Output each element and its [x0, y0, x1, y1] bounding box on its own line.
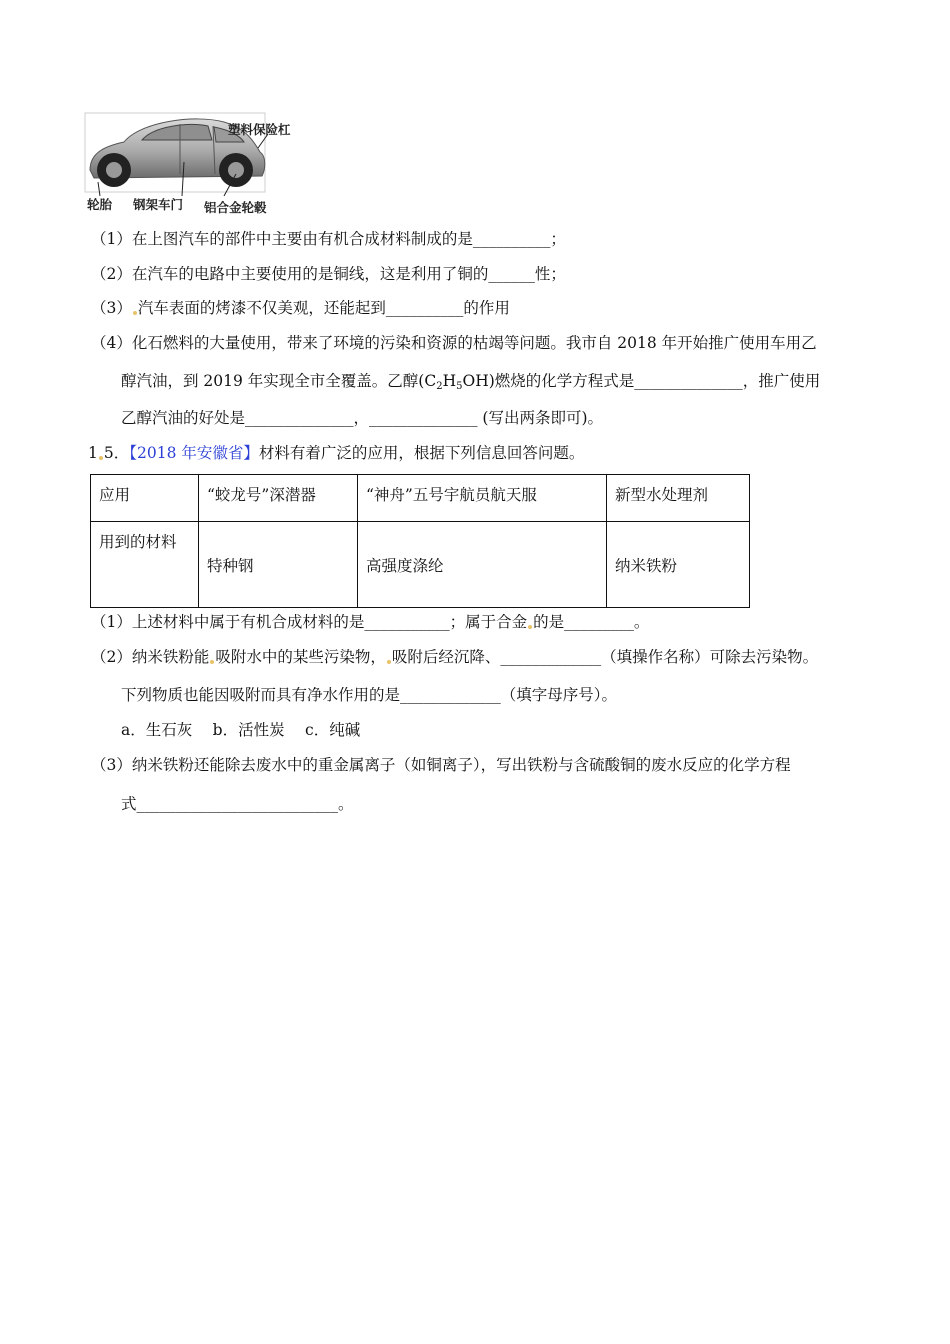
q14-part4-line1: （4）化石燃料的大量使用，带来了环境的污染和资源的枯竭等问题。我市自 2018 年开始推广使用车用乙 [91, 334, 817, 352]
edit-mark-icon [387, 660, 391, 664]
q14-part3-text: 汽车表面的烤漆不仅美观，还能起到__________的作用 [137, 299, 510, 317]
table-cell: 特种钢 [199, 522, 358, 608]
q15-part3-line2: 式__________________________。 [121, 795, 354, 813]
formula-h: H [442, 372, 457, 390]
edit-mark-icon [133, 311, 137, 315]
label-tire: 轮胎 [87, 197, 113, 212]
q15-stem: 材料有着广泛的应用，根据下列信息回答问题。 [258, 444, 585, 462]
table-cell: 用到的材料 [91, 522, 199, 608]
q14-part2: （2）在汽车的电路中主要使用的是铜线，这是利用了铜的______性； [91, 265, 566, 283]
edit-mark-icon [210, 660, 214, 664]
formula-subscript-2: 2 [436, 381, 443, 392]
q15-part2-text-a: （2）纳米铁粉能 [91, 648, 210, 666]
q15-part1-text-b: 的是_________。 [533, 613, 650, 631]
q14-part1: （1）在上图汽车的部件中主要由有机合成材料制成的是__________； [91, 230, 566, 248]
edit-mark-icon [528, 625, 532, 629]
q14-part4-line2 [121, 371, 820, 397]
formula-subscript-5: 5 [456, 381, 463, 392]
label-plastic-bumper: 塑料保险杠 [228, 122, 291, 137]
table-cell: “神舟”五号宇航员航天服 [358, 475, 607, 522]
q15-part2-line2: 下列物质也能因吸附而具有净水作用的是_____________（填字母序号）。 [121, 686, 618, 704]
table-cell: “蛟龙号”深潜器 [199, 475, 358, 522]
edit-mark-icon [99, 456, 103, 460]
q14-part4-text-b: OH)燃烧的化学方程式是______________，推广使用 [462, 372, 821, 390]
q15-number-b: 5． [103, 444, 130, 462]
table-cell: 纳米铁粉 [607, 522, 750, 608]
label-alloy-wheel: 铝合金轮毂 [204, 200, 267, 215]
q15-part1 [91, 612, 649, 632]
q15-number-a: 1 [88, 444, 98, 462]
q15-part2-text-c: 吸附后经沉降、_____________（填操作名称）可除去污染物。 [391, 648, 819, 666]
label-steel-door: 钢架车门 [133, 197, 184, 212]
q15-part3-line1: （3）纳米铁粉还能除去废水中的重金属离子（如铜离子），写出铁粉与含硫酸铜的废水反应的化学方程 [91, 756, 791, 774]
table-row [91, 522, 750, 608]
q14-part3 [91, 298, 510, 318]
table-cell: 新型水处理剂 [607, 475, 750, 522]
q14-part4-text-a: 醇汽油，到 2019 年实现全市全覆盖。乙醇(C [121, 372, 437, 390]
table-cell: 高强度涤纶 [358, 522, 607, 608]
q15-heading [88, 443, 584, 463]
q15-part2-line1 [91, 647, 818, 667]
q15-options: a．生石灰 b．活性炭 c．纯碱 [121, 721, 361, 739]
table-cell: 应用 [91, 475, 199, 522]
q14-part3-number: （3） [91, 299, 132, 317]
q15-part1-text-a: （1）上述材料中属于有机合成材料的是___________；属于合金 [91, 613, 528, 631]
materials-table [90, 474, 750, 608]
table-row [91, 475, 750, 522]
q14-part4-line3: 乙醇汽油的好处是______________，______________ (写出两条即可)。 [121, 409, 604, 427]
q15-part2-text-b: 吸附水中的某些污染物， [215, 648, 386, 666]
q15-source: 【2018 年安徽省】 [129, 444, 259, 462]
